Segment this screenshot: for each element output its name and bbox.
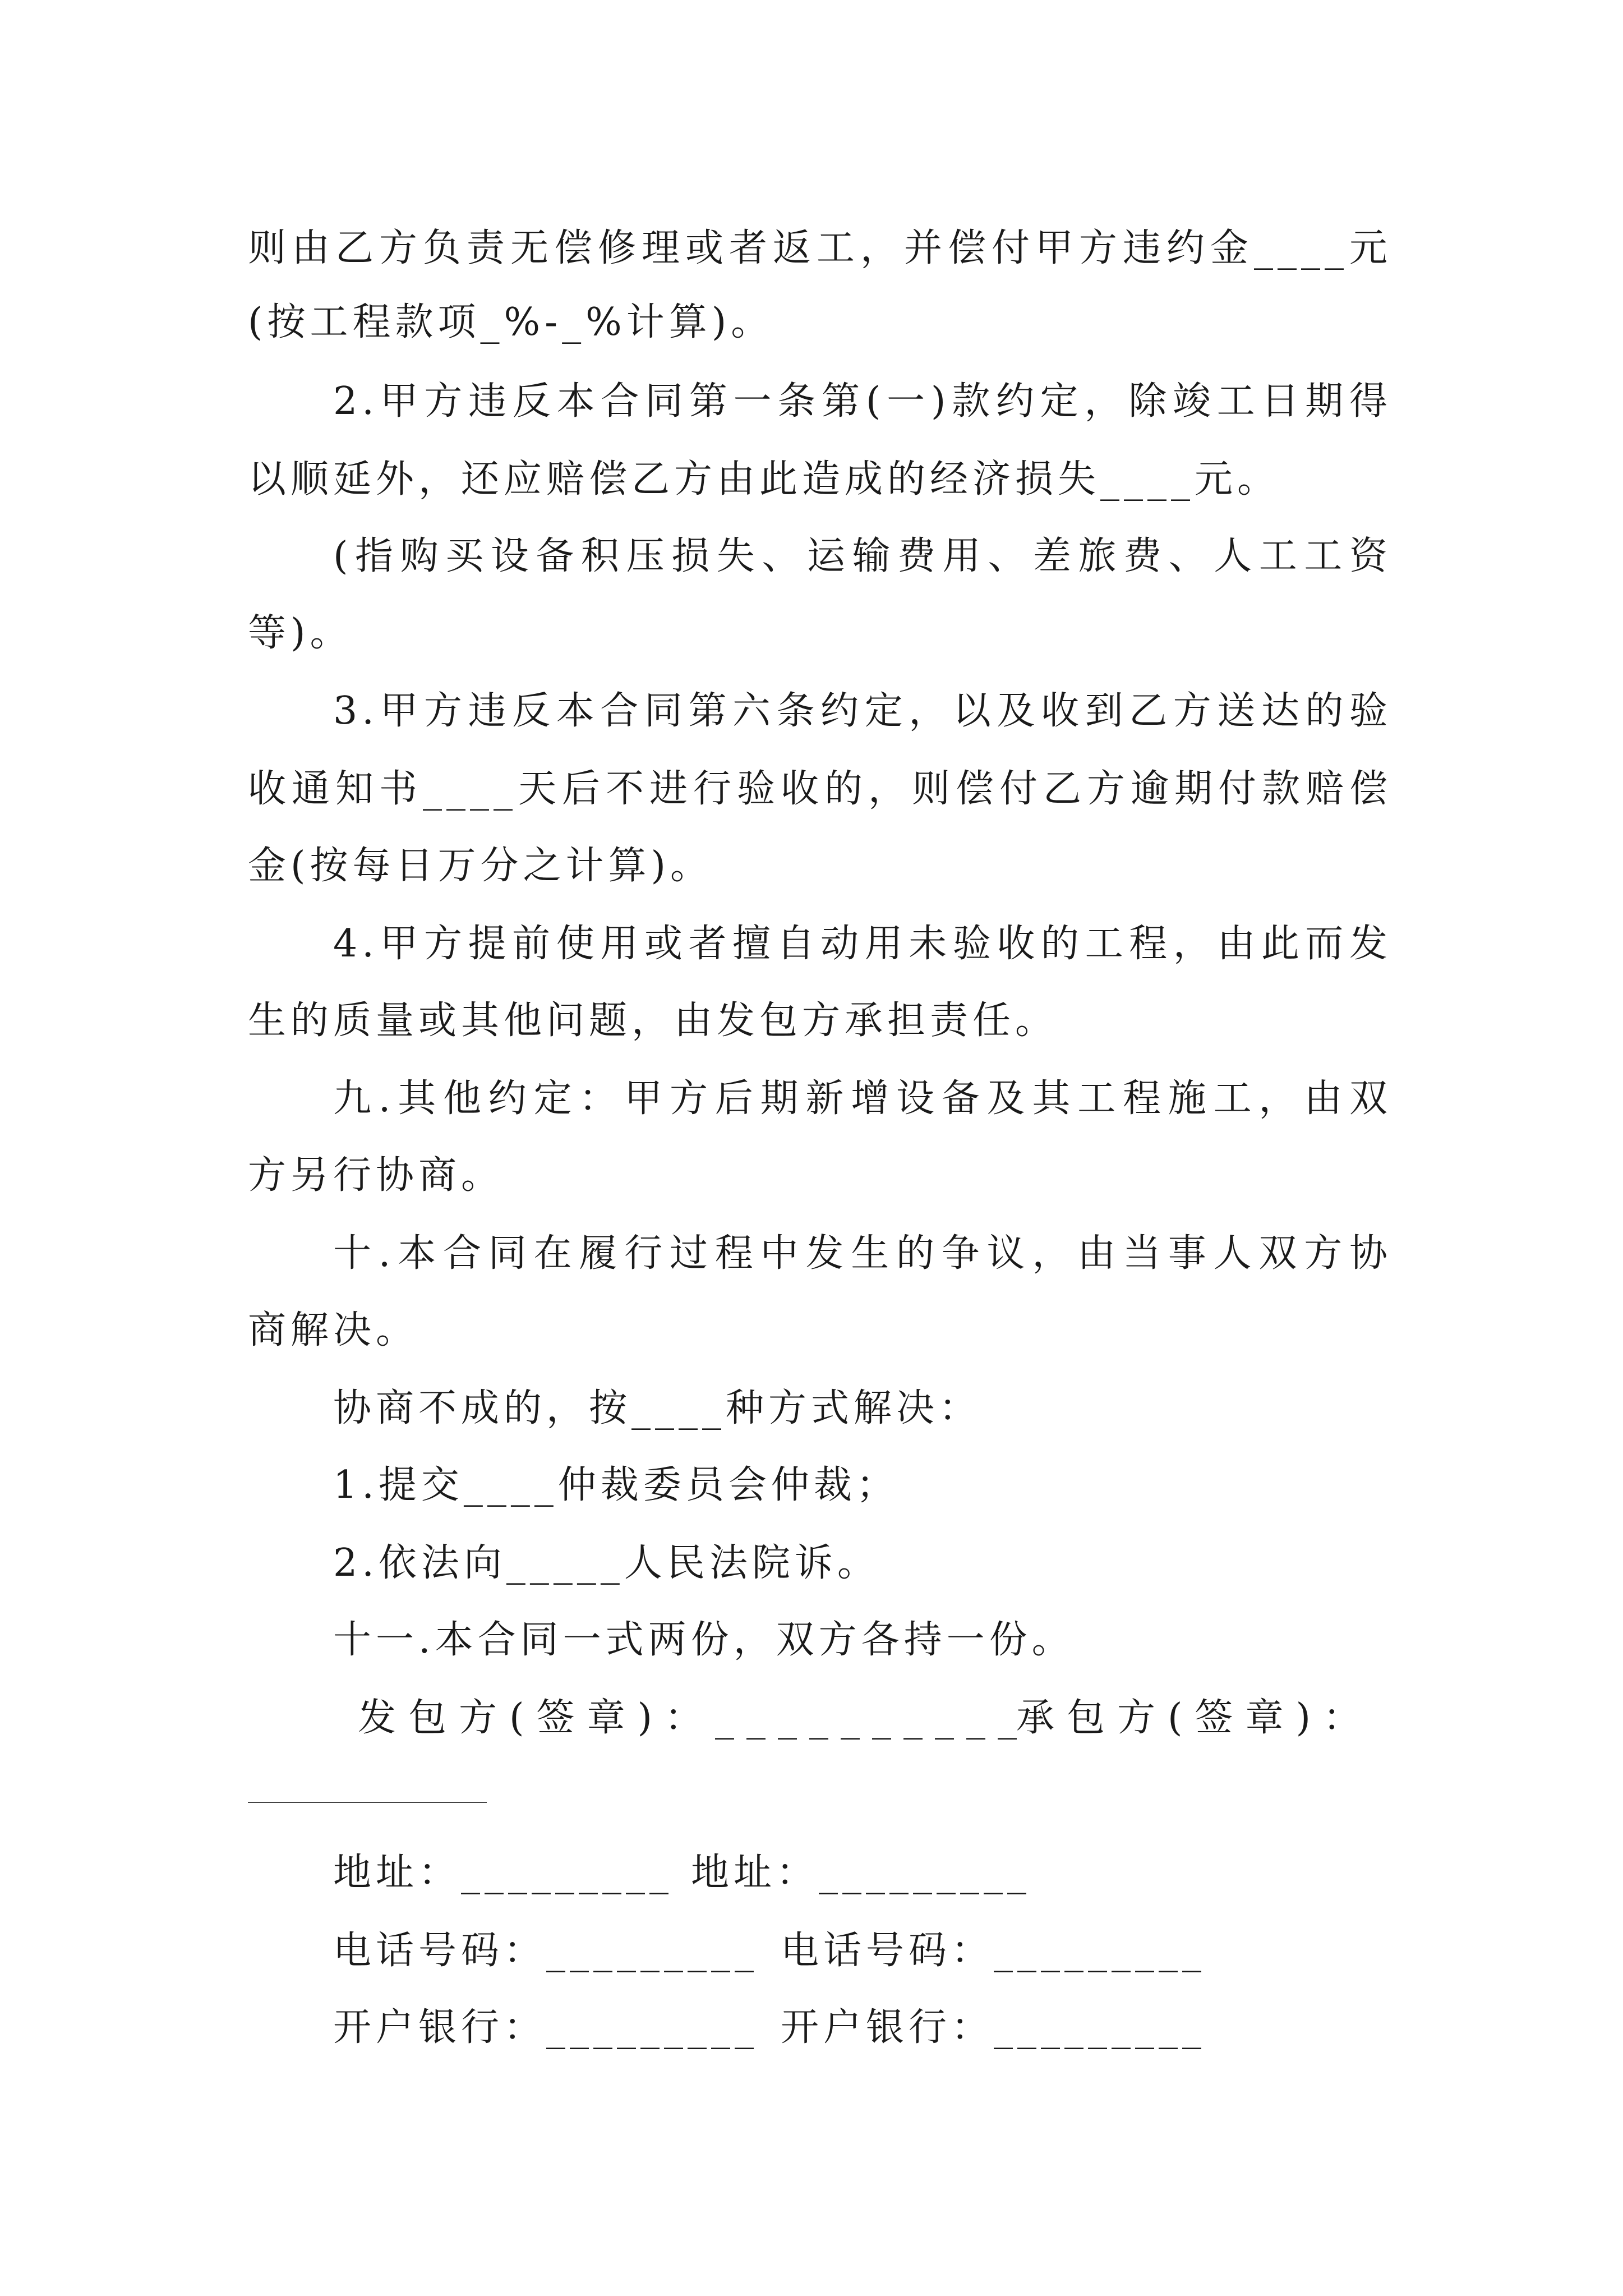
paragraph-line: 以顺延外，还应赔偿乙方由此造成的经济损失____元。 bbox=[248, 457, 1280, 501]
paragraph-line: 4.甲方提前使用或者擅自动用未验收的工程，由此而发 bbox=[333, 922, 1392, 966]
paragraph-line: 金(按每日万分之计算)。 bbox=[248, 844, 713, 888]
paragraph-line: 2.依法向_____人民法院诉。 bbox=[333, 1541, 880, 1585]
paragraph-line: 则由乙方负责无偿修理或者返工，并偿付甲方违约金____元 bbox=[248, 226, 1392, 270]
paragraph-line: (指购买设备积压损失、运输费用、差旅费、人工工资 bbox=[333, 534, 1392, 578]
party-b-signature: 承包方(签章)： bbox=[1016, 1696, 1374, 1740]
paragraph-line: 九.其他约定：甲方后期新增设备及其工程施工，由双 bbox=[333, 1076, 1392, 1121]
paragraph-line: 十一.本合同一式两份，双方各持一份。 bbox=[333, 1618, 1075, 1662]
phone-b: 电话号码：_________ bbox=[781, 1929, 1206, 1973]
address-a: 地址：_________ bbox=[333, 1851, 674, 1895]
paragraph-line: 收通知书____天后不进行验收的，则偿付乙方逾期付款赔偿 bbox=[248, 767, 1392, 811]
address-b: 地址：_________ bbox=[691, 1851, 1031, 1895]
paragraph-line: 3.甲方违反本合同第六条约定，以及收到乙方送达的验 bbox=[333, 689, 1392, 733]
paragraph-line: (按工程款项_%-_%计算)。 bbox=[248, 300, 774, 344]
paragraph-line: 协商不成的，按____种方式解决： bbox=[333, 1386, 982, 1430]
paragraph-line: 生的质量或其他问题，由发包方承担责任。 bbox=[248, 999, 1058, 1043]
signature-underline bbox=[248, 1802, 487, 1803]
bank-b: 开户银行：_________ bbox=[781, 2005, 1206, 2050]
party-a-signature: 发包方(签章)：__________ bbox=[358, 1696, 1030, 1740]
phone-a: 电话号码：_________ bbox=[333, 1929, 759, 1973]
paragraph-line: 等)。 bbox=[248, 611, 353, 655]
paragraph-line: 2.甲方违反本合同第一条第(一)款约定，除竣工日期得 bbox=[333, 379, 1392, 424]
paragraph-line: 方另行协商。 bbox=[248, 1153, 504, 1198]
paragraph-line: 1.提交____仲裁委员会仲裁； bbox=[333, 1463, 899, 1507]
paragraph-line: 十.本合同在履行过程中发生的争议，由当事人双方协 bbox=[333, 1231, 1392, 1276]
paragraph-line: 商解决。 bbox=[248, 1308, 419, 1352]
bank-a: 开户银行：_________ bbox=[333, 2005, 759, 2050]
